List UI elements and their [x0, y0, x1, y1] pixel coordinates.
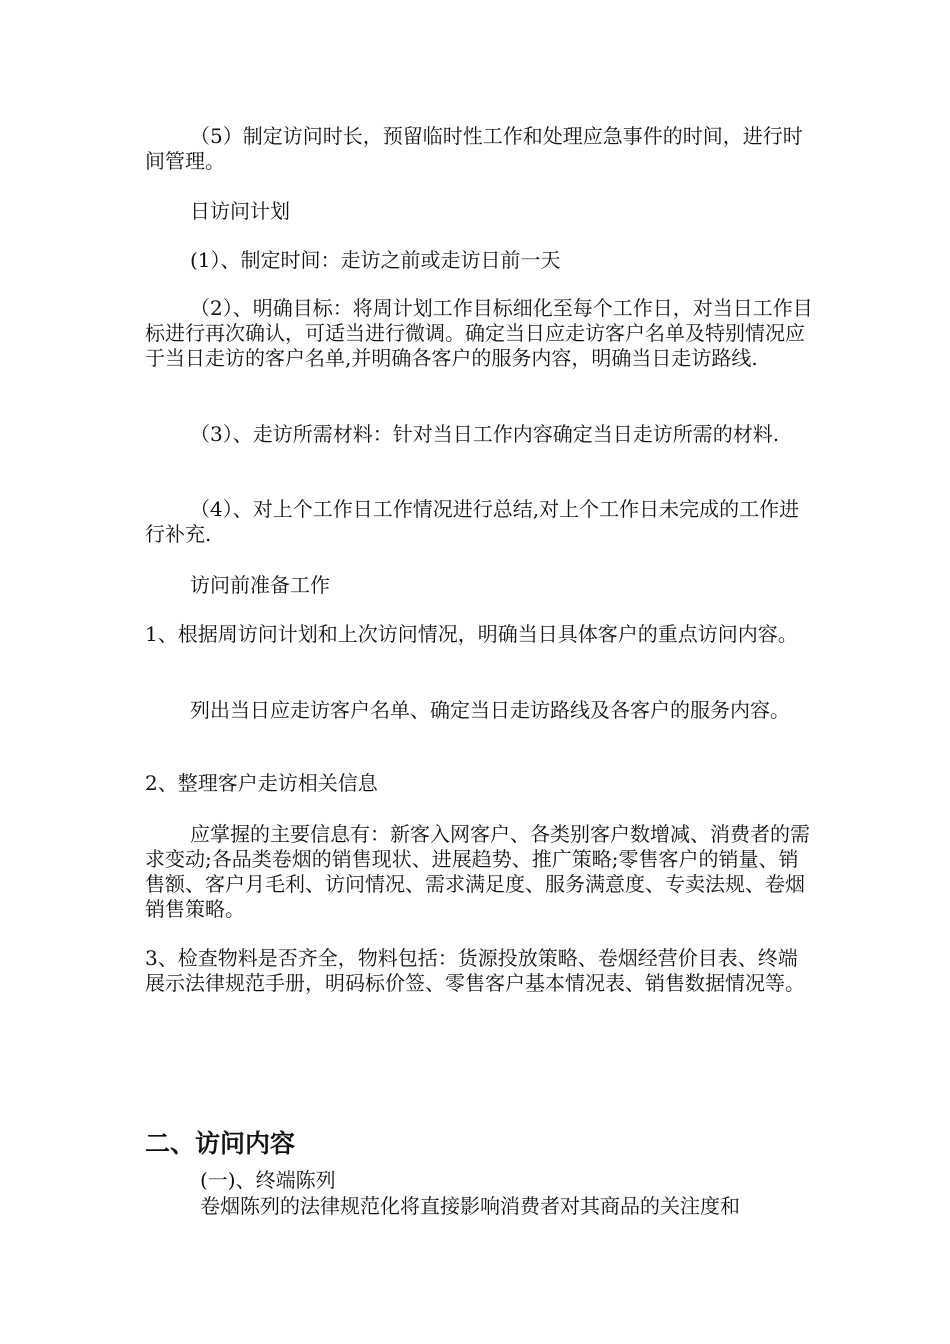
paragraph-prep-title: 访问前准备工作 — [190, 573, 330, 597]
paragraph-step-3: 3、检查物料是否齐全，物料包括：货源投放策略、卷烟经营价目表、终端展示法律规范手册，明码标价签、零售客户基本情况表、销售数据情况等。 — [145, 946, 805, 995]
paragraph-clear-goal: （2）、明确目标：将周计划工作目标细化至每个工作日，对当日工作目标进行再次确认，可适当进行微调。确定当日应走访客户名单及特别情况应于当日走访的客户名单,并明确各客户的服务内容，明确当日走访路线. — [145, 296, 813, 370]
paragraph-step-1: 1、根据周访问计划和上次访问情况，明确当日具体客户的重点访问内容。 — [145, 622, 798, 646]
paragraph-list-customers: 列出当日应走访客户名单、确定当日走访路线及各客户的服务内容。 — [190, 698, 790, 722]
paragraph-materials: （3）、走访所需材料：针对当日工作内容确定当日走访所需的材料. — [190, 422, 780, 446]
paragraph-visit-duration: （5）制定访问时长，预留临时性工作和处理应急事件的时间，进行时间管理。 — [145, 124, 803, 173]
paragraph-daily-plan-title: 日访问计划 — [190, 199, 290, 223]
section-heading: 二、访问内容 — [145, 1129, 296, 1158]
paragraph-key-info: 应掌握的主要信息有：新客入网客户、各类别客户数增减、消费者的需求变动;各品类卷烟的销售现状、进展趋势、推广策略;零售客户的销量、销售额、客户月毛利、访问情况、需求满足度、服务满意度、专卖法规、卷烟销售策略。 — [145, 822, 810, 921]
paragraph-summary: （4）、对上个工作日工作情况进行总结,对上个工作日未完成的工作进行补充. — [145, 497, 800, 546]
paragraph-step-2: 2、整理客户走访相关信息 — [145, 771, 378, 795]
section-body-text: 卷烟陈列的法律规范化将直接影响消费者对其商品的关注度和 — [200, 1194, 740, 1218]
paragraph-set-time: (1）、制定时间：走访之前或走访日前一天 — [190, 248, 561, 272]
section-subheading: (一)、终端陈列 — [200, 1168, 336, 1192]
